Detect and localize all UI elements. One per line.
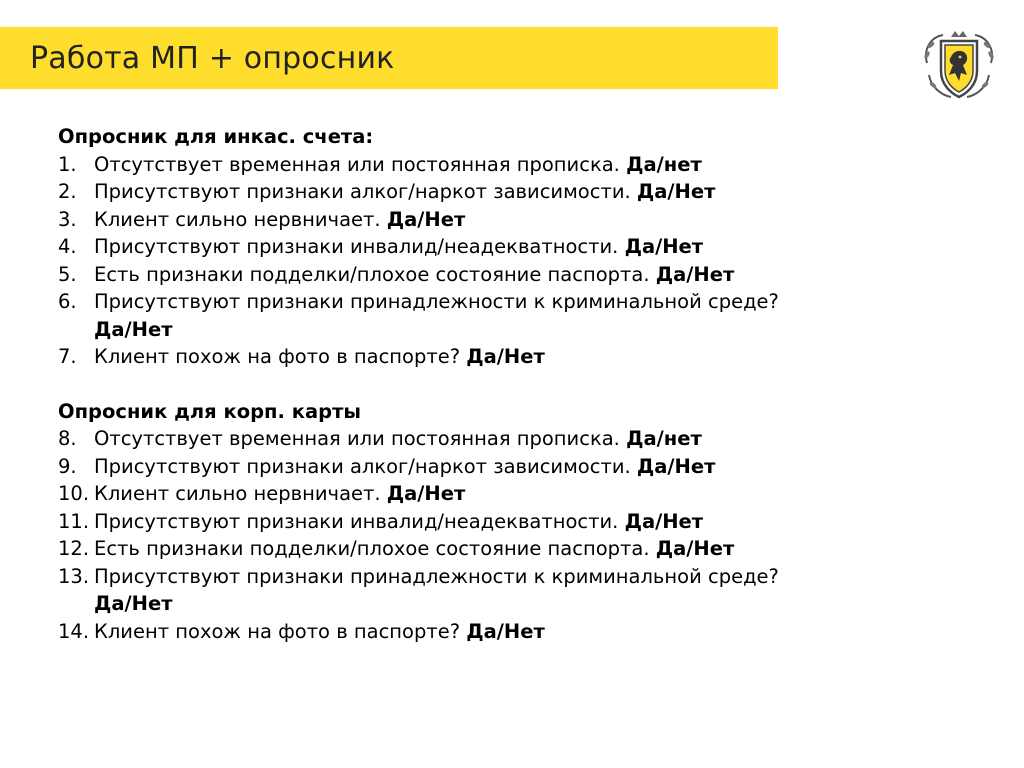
list-item	[58, 425, 958, 453]
item-text: Присутствуют признаки принадлежности к криминальной среде?	[94, 564, 779, 588]
item-text: Отсутствует временная или постоянная прописка.	[94, 427, 620, 450]
item-number: 5.	[58, 262, 77, 286]
item-text: Присутствуют признаки инвалид/неадекватности.	[94, 235, 619, 258]
item-number: 13.	[58, 564, 90, 588]
item-text: Клиент сильно нервничает.	[94, 482, 381, 505]
list-item	[58, 206, 958, 234]
item-number: 12.	[58, 537, 90, 560]
item-number: 3.	[58, 207, 77, 231]
item-text: Клиент похож на фото в паспорте?	[94, 345, 461, 368]
list-item	[58, 343, 958, 371]
list-item	[58, 233, 958, 261]
item-answer: Да/Нет	[624, 509, 704, 533]
list-item	[58, 453, 958, 481]
item-text: Присутствуют признаки алког/наркот зависимости.	[94, 180, 631, 203]
item-text: Есть признаки подделки/плохое состояние паспорта.	[94, 537, 650, 560]
item-number: 14.	[58, 619, 90, 643]
item-answer: Да/Нет	[466, 619, 545, 643]
slide-title: Работа МП + опросник	[30, 40, 395, 76]
item-answer: Да/нет	[626, 152, 702, 176]
item-number: 2.	[58, 180, 77, 203]
item-text: Присутствуют признаки принадлежности к криминальной среде?	[94, 290, 779, 313]
list-item	[58, 178, 958, 206]
item-number: 6.	[58, 290, 77, 313]
item-answer: Да/Нет	[94, 317, 173, 341]
item-answer: Да/Нет	[466, 345, 545, 368]
item-answer: Да/Нет	[386, 207, 466, 231]
item-number: 10.	[58, 482, 90, 505]
item-text: Присутствуют признаки инвалид/неадекватности.	[94, 509, 619, 533]
item-number: 11.	[58, 509, 90, 533]
list-item	[58, 618, 958, 646]
section-heading-card: Опросник для корп. карты	[58, 399, 362, 423]
section-heading-account: Опросник для инкас. счета:	[58, 125, 374, 148]
item-text: Присутствуют признаки алког/наркот зависимости.	[94, 454, 631, 478]
questionnaire-content	[58, 123, 958, 645]
item-text: Клиент сильно нервничает.	[94, 207, 381, 231]
item-number: 1.	[58, 152, 77, 176]
item-text: Клиент похож на фото в паспорте?	[94, 619, 461, 643]
question-list-account	[58, 151, 958, 371]
item-answer: Да/Нет	[636, 454, 716, 478]
item-answer: Да/нет	[626, 427, 702, 450]
item-answer: Да/Нет	[636, 180, 716, 203]
item-text: Отсутствует временная или постоянная прописка.	[94, 152, 620, 176]
item-answer: Да/Нет	[624, 235, 704, 258]
list-item	[58, 288, 958, 343]
question-list-card	[58, 425, 958, 645]
list-item	[58, 261, 958, 289]
item-number: 7.	[58, 345, 77, 368]
item-number: 9.	[58, 454, 77, 478]
list-item	[58, 151, 958, 179]
list-item	[58, 508, 958, 536]
item-answer: Да/Нет	[94, 592, 173, 615]
item-answer: Да/Нет	[386, 482, 466, 505]
item-number: 8.	[58, 427, 77, 450]
item-number: 4.	[58, 235, 77, 258]
list-item	[58, 480, 958, 508]
bank-emblem-icon	[915, 27, 1003, 105]
item-answer: Да/Нет	[655, 262, 735, 286]
title-bar	[0, 27, 778, 89]
list-item	[58, 535, 958, 563]
item-text: Есть признаки подделки/плохое состояние паспорта.	[94, 262, 650, 286]
item-answer: Да/Нет	[655, 537, 735, 560]
list-item	[58, 563, 958, 618]
